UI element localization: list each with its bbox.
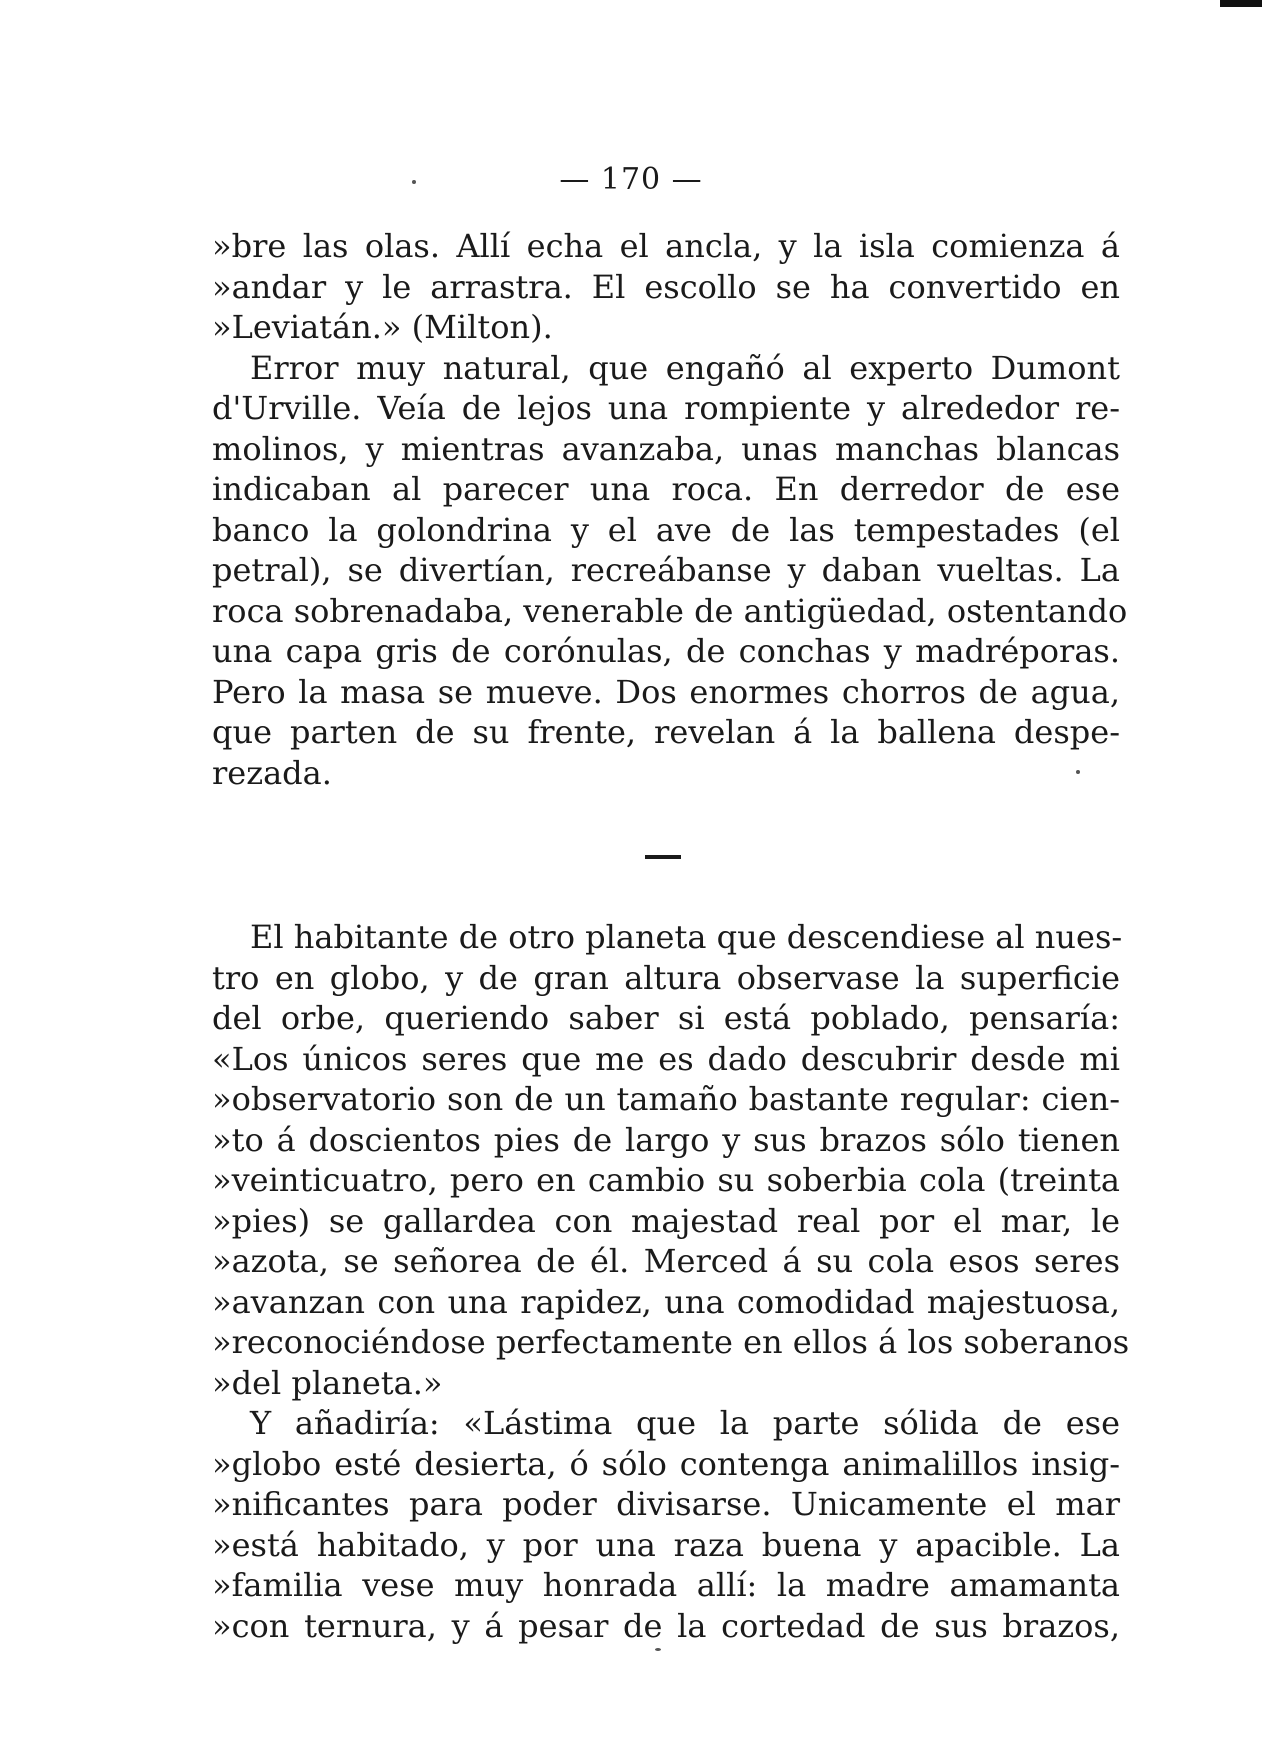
text-line: molinos, y mientras avanzaba, unas manchas blancas xyxy=(212,429,1120,468)
text-line: »Leviatán.» (Milton). xyxy=(212,308,553,346)
text-line: tro en globo, y de gran altura observase la superficie xyxy=(212,958,1120,997)
text-line: roca sobrenadaba, venerable de antigüedad, ostentando xyxy=(212,591,1128,630)
scan-speck xyxy=(412,180,416,184)
text-line: Pero la masa se mueve. Dos enormes chorros de agua, xyxy=(212,672,1120,711)
text-line: »azota, se señorea de él. Merced á su cola esos seres xyxy=(212,1242,1120,1280)
text-line: »reconociéndose perfectamente en ellos á los soberanos xyxy=(212,1323,1130,1361)
page-corner-mark xyxy=(1220,0,1262,7)
text-line: »veinticuatro, pero en cambio su soberbia cola (treinta xyxy=(212,1161,1120,1199)
text-line: »to á doscientos pies de largo y sus brazos sólo tienen xyxy=(212,1120,1120,1159)
text-line: »pies) se gallardea con majestad real por el mar, le xyxy=(212,1201,1120,1240)
text-line: »andar y le arrastra. El escollo se ha convertido en xyxy=(212,267,1120,306)
text-line: »con ternura, y á pesar de la cortedad de sus brazos, xyxy=(212,1606,1120,1645)
text-block-bottom xyxy=(212,917,1130,1646)
text-line: »nificantes para poder divisarse. Unicamente el mar xyxy=(212,1485,1120,1523)
text-line: »del planeta.» xyxy=(212,1363,443,1402)
text-line: petral), se divertían, recreábanse y daban vueltas. La xyxy=(212,551,1120,589)
text-line: Y añadiría: «Lástima que la parte sólida de ese xyxy=(250,1404,1120,1442)
text-line: una capa gris de corónulas, de conchas y madréporas. xyxy=(212,632,1120,670)
scan-speck xyxy=(1076,770,1080,774)
section-divider xyxy=(645,855,681,859)
text-line: »bre las olas. Allí echa el ancla, y la isla comienza á xyxy=(212,227,1120,265)
text-line: que parten de su frente, revelan á la ballena despe- xyxy=(212,713,1120,751)
text-line: El habitante de otro planeta que descendiese al nues- xyxy=(250,918,1123,956)
text-line: indicaban al parecer una roca. En derredor de ese xyxy=(212,470,1120,508)
text-line: banco la golondrina y el ave de las tempestades (el xyxy=(212,510,1120,549)
text-block-top xyxy=(212,226,1128,793)
text-line: »familia vese muy honrada allí: la madre amamanta xyxy=(212,1566,1120,1604)
text-line: »observatorio son de un tamaño bastante regular: cien- xyxy=(212,1080,1120,1118)
scan-speck xyxy=(655,1648,661,1651)
text-line: »está habitado, y por una raza buena y apacible. La xyxy=(212,1525,1120,1564)
text-line: del orbe, queriendo saber si está poblado, pensaría: xyxy=(212,999,1120,1037)
text-line: rezada. xyxy=(212,753,332,792)
text-line: «Los únicos seres que me es dado descubrir desde mi xyxy=(212,1039,1120,1078)
text-line: »avanzan con una rapidez, una comodidad majestuosa, xyxy=(212,1282,1120,1321)
text-line: »globo esté desierta, ó sólo contenga animalillos insig- xyxy=(212,1444,1120,1483)
text-line: d'Urville. Veía de lejos una rompiente y alrededor re- xyxy=(212,389,1120,427)
page-number: — 170 — xyxy=(559,162,703,197)
text-line: Error muy natural, que engañó al experto Dumont xyxy=(250,348,1120,387)
